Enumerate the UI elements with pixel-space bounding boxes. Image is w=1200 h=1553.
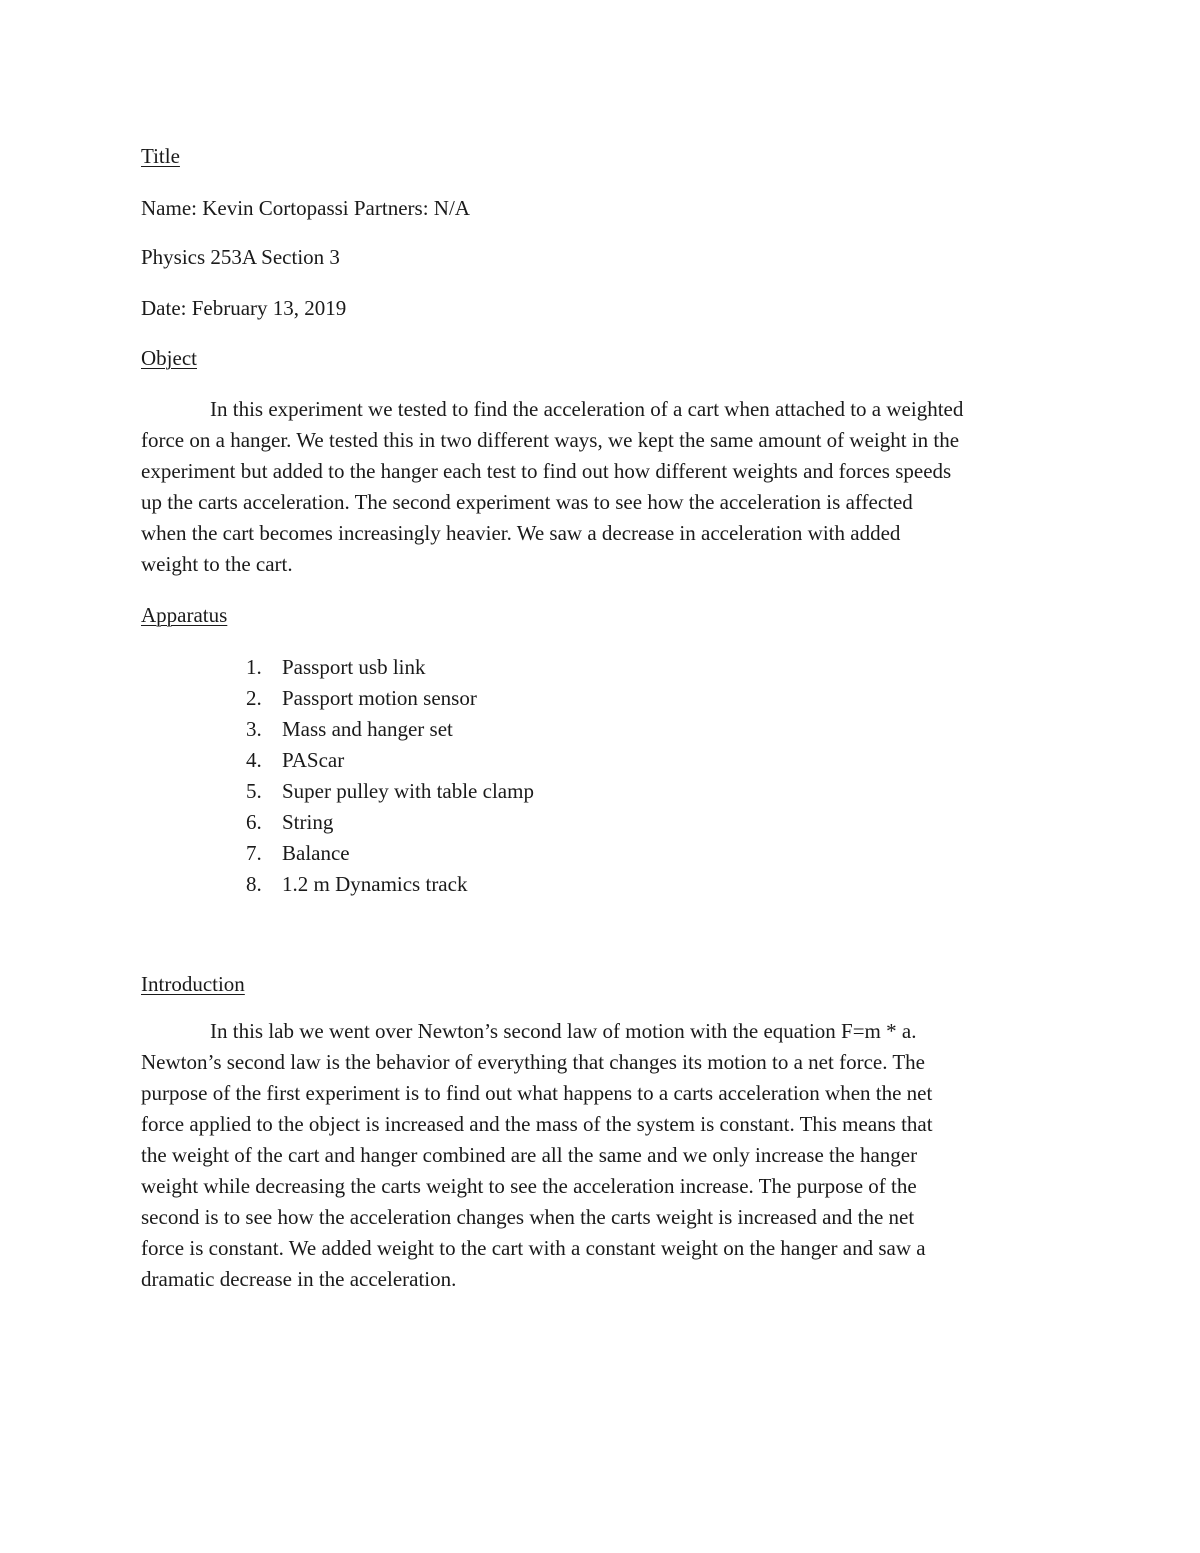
list-number: 7. [246,841,262,865]
object-line: force on a hanger. We tested this in two different ways, we kept the same amount of weight in the [141,428,960,452]
introduction-line: In this lab we went over Newton’s second law of motion with the equation F=m * a. [210,1019,917,1043]
list-text: String [282,810,334,834]
introduction-line: force is constant. We added weight to the cart with a constant weight on the hanger and saw a [141,1236,926,1260]
introduction-paragraph [141,1016,933,1295]
list-number: 1. [246,655,262,679]
list-text: Super pulley with table clamp [282,779,534,803]
list-text: Passport motion sensor [282,686,477,710]
object-line: up the carts acceleration. The second experiment was to see how the acceleration is affected [141,490,913,514]
list-number: 4. [246,748,262,772]
list-number: 8. [246,872,262,896]
list-text: 1.2 m Dynamics track [282,872,468,896]
introduction-line: weight while decreasing the carts weight to see the acceleration increase. The purpose of the [141,1174,917,1198]
date-line: Date: February 13, 2019 [141,296,347,320]
object-heading: Object [141,346,197,370]
introduction-line: force applied to the object is increased and the mass of the system is constant. This means that [141,1112,933,1136]
list-number: 3. [246,717,262,741]
list-number: 5. [246,779,262,803]
object-line: weight to the cart. [141,552,293,576]
name-line: Name: Kevin Cortopassi Partners: N/A [141,196,470,220]
list-number: 2. [246,686,262,710]
introduction-line: Newton’s second law is the behavior of everything that changes its motion to a net force. The [141,1050,925,1074]
introduction-line: dramatic decrease in the acceleration. [141,1267,457,1291]
list-text: Balance [282,841,350,865]
introduction-heading: Introduction [141,972,245,996]
object-paragraph [141,394,963,580]
object-line: In this experiment we tested to find the acceleration of a cart when attached to a weighted [210,397,964,421]
introduction-line: purpose of the first experiment is to find out what happens to a carts acceleration when the net [141,1081,933,1105]
list-text: Mass and hanger set [282,717,453,741]
object-line: experiment but added to the hanger each test to find out how different weights and forces speeds [141,459,952,483]
introduction-line: the weight of the cart and hanger combined are all the same and we only increase the hanger [141,1143,918,1167]
object-line: when the cart becomes increasingly heavier. We saw a decrease in acceleration with added [141,521,901,545]
course-line: Physics 253A Section 3 [141,245,340,269]
list-text: Passport usb link [282,655,426,679]
document-title: Title [141,144,180,168]
list-text: PAScar [282,748,345,772]
apparatus-heading: Apparatus [141,603,228,627]
introduction-line: second is to see how the acceleration changes when the carts weight is increased and the net [141,1205,915,1229]
list-number: 6. [246,810,262,834]
